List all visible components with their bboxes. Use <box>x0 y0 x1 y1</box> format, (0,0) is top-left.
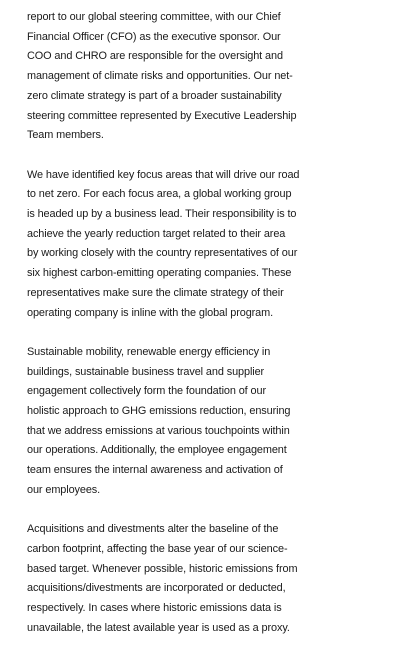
text-line: report to our global steering committee, with our Chief <box>27 11 281 23</box>
text-line: buildings, sustainable business travel and supplier <box>27 365 265 378</box>
text-line: by working closely with the country representatives of our <box>27 247 298 260</box>
paragraph-governance <box>27 8 418 146</box>
text-line: Sustainable mobility, renewable energy efficiency in <box>27 345 271 358</box>
text-line: based target. Whenever possible, historic emissions from <box>27 562 298 575</box>
text-line: respectively. In cases where historic emissions data is <box>27 602 282 615</box>
text-line: engagement collectively form the foundation of our <box>27 385 266 398</box>
text-line: COO and CHRO are responsible for the oversight and <box>27 50 283 63</box>
paragraph-acquisitions <box>27 520 418 638</box>
text-line: is headed up by a business lead. Their responsibility is to <box>27 208 297 221</box>
text-line: We have identified key focus areas that will drive our road <box>27 168 300 181</box>
document-body <box>27 8 418 658</box>
text-line: zero climate strategy is part of a broader sustainability <box>27 89 282 102</box>
text-line: Financial Officer (CFO) as the executive sponsor. Our <box>27 30 281 43</box>
text-line: acquisitions/divestments are incorporated or deducted, <box>27 582 286 595</box>
text-line: Acquisitions and divestments alter the baseline of the <box>27 523 279 536</box>
text-line: representatives make sure the climate strategy of their <box>27 286 284 299</box>
text-line: Team members. <box>27 129 104 142</box>
text-line: that we address emissions at various touchpoints within <box>27 424 290 437</box>
text-line: team ensures the internal awareness and activation of <box>27 464 283 477</box>
paragraph-focus-areas <box>27 166 418 324</box>
text-line: unavailable, the latest available year is used as a proxy. <box>27 621 290 634</box>
text-line: steering committee represented by Executive Leadership <box>27 109 297 122</box>
text-line: to net zero. For each focus area, a global working group <box>27 188 292 201</box>
text-line: carbon footprint, affecting the base year of our science- <box>27 542 288 555</box>
text-line: six highest carbon-emitting operating companies. These <box>27 267 292 280</box>
paragraph-emissions-approach <box>27 343 418 501</box>
text-line: operating company is inline with the global program. <box>27 306 274 319</box>
text-line: management of climate risks and opportunities. Our net- <box>27 70 293 83</box>
text-line: achieve the yearly reduction target related to their area <box>27 227 286 240</box>
text-line: our operations. Additionally, the employee engagement <box>27 444 287 457</box>
text-line: holistic approach to GHG emissions reduction, ensuring <box>27 405 291 418</box>
text-line: our employees. <box>27 483 101 496</box>
